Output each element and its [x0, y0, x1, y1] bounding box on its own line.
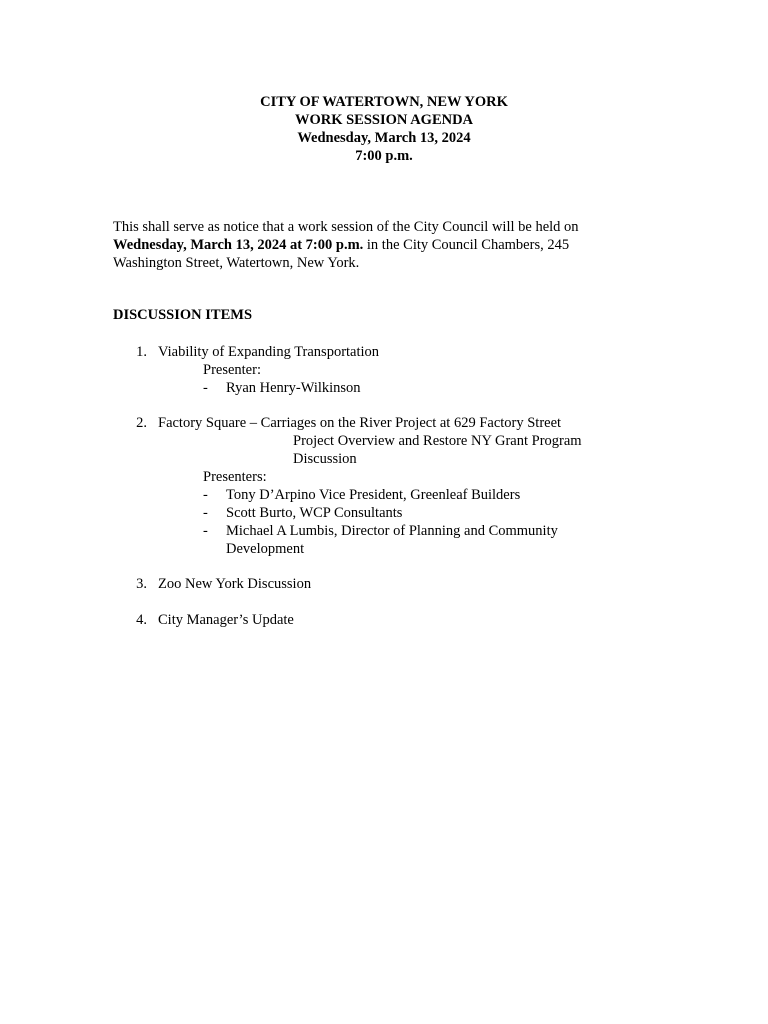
discussion-heading: DISCUSSION ITEMS — [113, 307, 253, 323]
header-title: WORK SESSION AGENDA — [294, 112, 474, 128]
item-2-subtitle-line1: Project Overview and Restore NY Grant Program — [293, 433, 582, 449]
item-1-presenter-label: Presenter: — [203, 362, 261, 378]
item-2-title: Factory Square – Carriages on the River Project at 629 Factory Street — [158, 415, 562, 431]
notice-text-after: in the City Council Chambers, 245 Washington Street, Watertown, New York. — [113, 237, 570, 271]
header-city: CITY OF WATERTOWN, NEW YORK — [260, 94, 508, 110]
notice-paragraph — [113, 218, 633, 272]
item-3-number: 3. — [136, 576, 147, 592]
item-1-dash: - — [203, 380, 208, 396]
notice-text-before: This shall serve as notice that a work session of the City Council will be held on — [113, 219, 579, 235]
item-4-title: City Manager’s Update — [158, 612, 294, 628]
agenda-header — [0, 93, 768, 165]
item-2-presenter-3-continuation: Development — [226, 541, 305, 557]
item-2-dash-2: - — [203, 505, 208, 521]
item-2-dash-3: - — [203, 523, 208, 539]
header-time: 7:00 p.m. — [355, 148, 413, 164]
item-1-number: 1. — [136, 344, 147, 360]
item-2-presenter-1: Tony D’Arpino Vice President, Greenleaf Builders — [226, 487, 521, 503]
item-2-presenter-label: Presenters: — [203, 469, 267, 485]
item-2-presenter-2: Scott Burto, WCP Consultants — [226, 505, 403, 521]
item-2-dash-1: - — [203, 487, 208, 503]
item-1-presenter-1: Ryan Henry-Wilkinson — [226, 380, 361, 396]
item-2-number: 2. — [136, 415, 147, 431]
notice-date-bold: Wednesday, March 13, 2024 at 7:00 p.m. — [113, 237, 364, 253]
item-4-number: 4. — [136, 612, 147, 628]
item-1-title: Viability of Expanding Transportation — [158, 344, 380, 360]
item-2-presenter-3: Michael A Lumbis, Director of Planning and Community — [226, 523, 558, 539]
item-2-subtitle-line2: Discussion — [293, 451, 357, 467]
header-date: Wednesday, March 13, 2024 — [297, 130, 471, 146]
item-3-title: Zoo New York Discussion — [158, 576, 312, 592]
